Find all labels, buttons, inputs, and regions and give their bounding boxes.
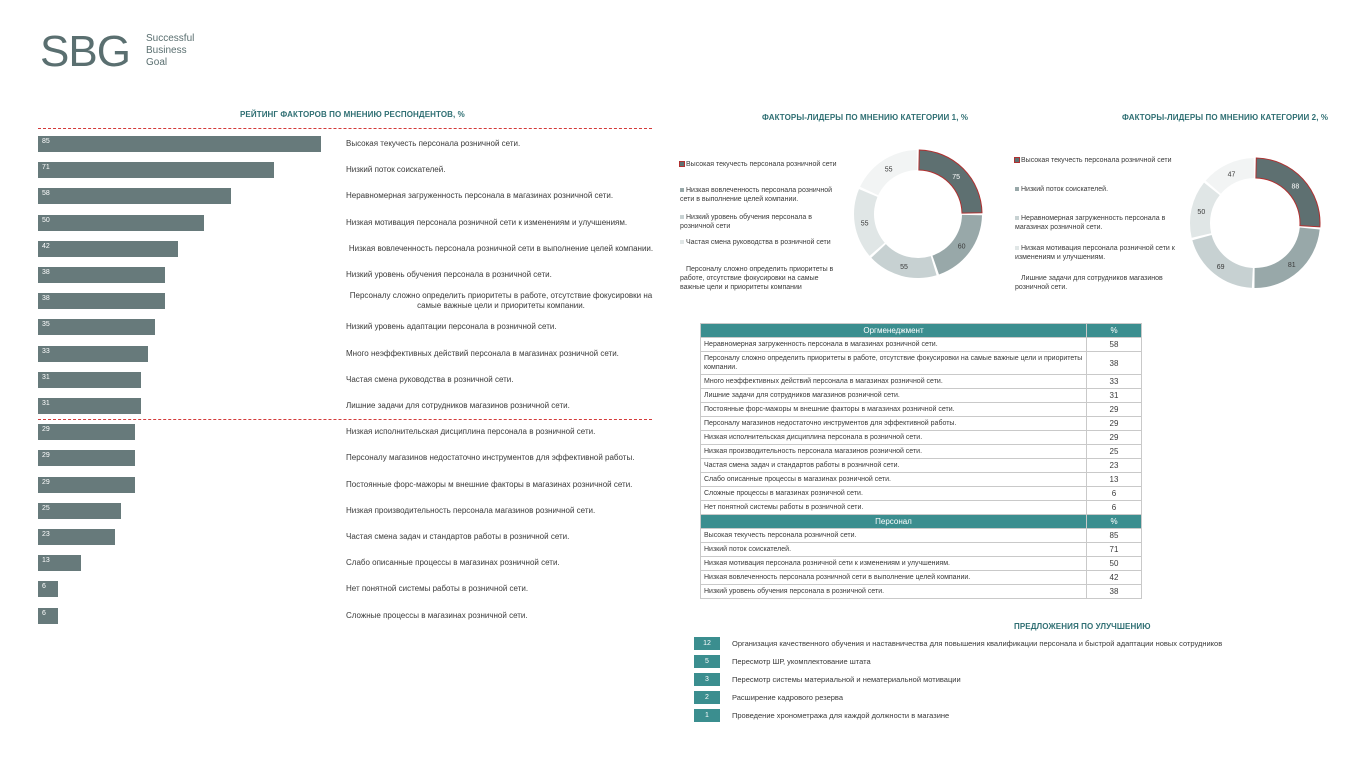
bar-category-label: Неравномерная загруженность персонала в магазинах розничной сети.: [346, 191, 614, 201]
bar: [38, 188, 231, 204]
bar-value-label: 42: [42, 242, 50, 250]
logo-tagline-line: Goal: [146, 57, 168, 68]
legend-item: [680, 213, 840, 231]
pct-cell: 6: [1087, 487, 1142, 501]
legend-item: [1015, 244, 1175, 262]
legend-item: [1015, 214, 1175, 232]
bar-row: [38, 134, 658, 154]
factor-cell: Низкий поток соискателей.: [701, 543, 1087, 557]
bar-value-label: 35: [42, 321, 50, 329]
table-row: [701, 417, 1142, 431]
donut-value-label: 60: [957, 243, 966, 251]
table-row: [701, 571, 1142, 585]
pct-cell: 38: [1087, 352, 1142, 375]
factor-rating-bar-chart: [38, 128, 658, 628]
bar-category-label: Низкий уровень обучения персонала в розничной сети.: [346, 270, 552, 279]
proposal-count: 5: [694, 655, 720, 668]
bar-value-label: 33: [42, 347, 50, 355]
factor-cell: Персоналу сложно определить приоритеты в работе, отсутствие фокусировки на самые важные цели и приоритеты компании.: [701, 352, 1087, 375]
bar-value-label: 58: [42, 190, 50, 198]
proposal-count: 3: [694, 673, 720, 686]
proposal-text: Проведение хронометража для каждой должности в магазине: [732, 711, 950, 720]
pct-cell: 29: [1087, 403, 1142, 417]
bar-category-label: Персоналу магазинов недостаточно инструментов для эффективной работы.: [346, 453, 635, 463]
table-row: [701, 529, 1142, 543]
pct-cell: 85: [1087, 529, 1142, 543]
donut-value-label: 69: [1216, 263, 1225, 271]
bar: [38, 581, 58, 597]
donut1-title: ФАКТОРЫ-ЛИДЕРЫ ПО МНЕНИЮ КАТЕГОРИИ 1, %: [762, 113, 969, 122]
donut-slice: [919, 150, 982, 213]
legend-label: Высокая текучесть персонала розничной сети: [1021, 157, 1172, 164]
legend-swatch: [1015, 276, 1019, 280]
proposal-text: Пересмотр ШР, укомплектование штата: [732, 657, 871, 666]
top-threshold-line: [38, 128, 652, 129]
table-row: [701, 375, 1142, 389]
factor-cell: Низкая производительность персонала магазинов розничной сети.: [701, 445, 1087, 459]
donut-value-label: 88: [1291, 183, 1300, 191]
donut-slice: [1256, 158, 1320, 227]
legend-item: [1015, 185, 1175, 194]
bar-value-label: 25: [42, 504, 50, 512]
table-row: [701, 338, 1142, 352]
legend-item: [1015, 156, 1175, 165]
bar-category-label: Персоналу сложно определить приоритеты в работе, отсутствие фокусировки на самые важные цели и приоритеты компании.: [349, 291, 653, 311]
bar-value-label: 31: [42, 373, 50, 381]
bar-row: [38, 527, 658, 547]
proposal-item: [694, 709, 1314, 723]
bar-row: [38, 186, 658, 206]
pct-cell: 33: [1087, 375, 1142, 389]
table-row: [701, 445, 1142, 459]
legend-swatch: [680, 188, 684, 192]
bar-category-label: Слабо описанные процессы в магазинах розничной сети.: [346, 558, 560, 568]
table-row: [701, 487, 1142, 501]
section-name: Персонал: [701, 515, 1087, 529]
bar: [38, 346, 148, 362]
proposal-text: Организация качественного обучения и наставничества для повышения квалификации персонала и быстрой адаптации новых сотрудников: [732, 639, 1223, 648]
bar-row: [38, 239, 658, 259]
factor-cell: Нет понятной системы работы в розничной сети.: [701, 501, 1087, 515]
factor-cell: Низкая исполнительская дисциплина персонала в розничной сети.: [701, 431, 1087, 445]
legend-swatch: [680, 240, 684, 244]
donut-slice: [871, 244, 936, 278]
bar-value-label: 85: [42, 138, 50, 145]
proposal-count: 1: [694, 709, 720, 722]
bar: [38, 398, 141, 414]
legend-label: Высокая текучесть персонала розничной сети: [686, 161, 837, 168]
donut-slice: [854, 189, 885, 256]
legend-item: [680, 186, 840, 204]
table-section-header: [701, 515, 1142, 529]
bar-category-label: Нет понятной системы работы в розничной сети.: [346, 584, 529, 594]
legend-label: Лишние задачи для сотрудников магазинов розничной сети.: [1015, 275, 1163, 291]
bar: [38, 293, 165, 309]
bar-row: [38, 475, 658, 495]
factor-cell: Низкий уровень обучения персонала в розничной сети.: [701, 585, 1087, 599]
legend-label: Низкий уровень обучения персонала в розничной сети: [680, 214, 812, 230]
bar-category-label: Низкая вовлеченность персонала розничной сети в выполнение целей компании.: [348, 243, 654, 253]
bar-category-label: Постоянные форс-мажоры м внешние факторы в магазинах розничной сети.: [346, 479, 633, 489]
table-row: [701, 557, 1142, 571]
pct-cell: 23: [1087, 459, 1142, 473]
bar-value-label: 38: [42, 295, 50, 303]
bar-value-label: 23: [42, 531, 50, 538]
bar-row: [38, 396, 658, 416]
donut-slice: [1254, 227, 1319, 288]
bar-category-label: Низкая производительность персонала магазинов розничной сети.: [346, 505, 596, 515]
pct-cell: 6: [1087, 501, 1142, 515]
proposal-text: Пересмотр системы материальной и нематериальной мотивации: [732, 675, 961, 684]
bar-row: [38, 317, 658, 337]
legend-label: Низкий поток соискателей.: [1021, 186, 1109, 193]
legend-item: [680, 160, 840, 169]
legend-swatch: [1015, 216, 1019, 220]
legend-swatch: [680, 267, 684, 271]
pct-cell: 42: [1087, 571, 1142, 585]
pct-cell: 38: [1087, 585, 1142, 599]
bar: [38, 372, 141, 388]
bar-row: [38, 160, 658, 180]
legend-swatch: [680, 215, 684, 219]
bar-row: [38, 344, 658, 364]
proposal-count: 12: [694, 637, 720, 650]
bar: [38, 267, 165, 283]
bar-category-label: Низкий поток соискателей.: [346, 165, 446, 175]
factors-table-grid: [700, 323, 1142, 599]
legend-label: Персоналу сложно определить приоритеты в работе, отсутствие фокусировки на самые важные цели и приоритеты компании: [680, 266, 834, 291]
bar: [38, 319, 155, 335]
legend-swatch: [680, 162, 684, 166]
bar: [38, 241, 178, 257]
table-row: [701, 459, 1142, 473]
pct-cell: 71: [1087, 543, 1142, 557]
pct-cell: 50: [1087, 557, 1142, 571]
donut-slice: [1192, 235, 1253, 288]
factor-cell: Много неэффективных действий персонала в магазинах розничной сети.: [701, 375, 1087, 389]
bar-category-label: Низкая исполнительская дисциплина персонала в розничной сети.: [346, 427, 596, 437]
donut2-title: ФАКТОРЫ-ЛИДЕРЫ ПО МНЕНИЮ КАТЕГОРИИ 2, %: [1122, 113, 1329, 122]
bar-row: [38, 291, 658, 311]
pct-cell: 58: [1087, 338, 1142, 352]
bar-value-label: 29: [42, 478, 50, 486]
bar: [38, 608, 58, 624]
factor-cell: Постоянные форс-мажоры м внешние факторы в магазинах розничной сети.: [701, 403, 1087, 417]
table-row: [701, 501, 1142, 515]
bar-row: [38, 553, 658, 573]
bar-value-label: 13: [42, 557, 50, 565]
table-row: [701, 585, 1142, 599]
section-pct-header: %: [1087, 324, 1142, 338]
bar: [38, 136, 321, 152]
factor-cell: Неравномерная загруженность персонала в магазинах розничной сети.: [701, 338, 1087, 352]
threshold-divider-line: [38, 419, 652, 420]
donut-value-label: 55: [884, 166, 893, 174]
donut-value-label: 81: [1287, 261, 1296, 269]
logo-tagline-line: Business: [146, 45, 187, 56]
donut1-legend: [680, 158, 845, 298]
bar-value-label: 50: [42, 216, 50, 224]
legend-label: Частая смена руководства в розничной сети: [686, 239, 831, 246]
bar: [38, 424, 135, 440]
bar-category-label: Сложные процессы в магазинах розничной сети.: [346, 610, 528, 620]
donut1-chart: [850, 146, 986, 282]
factor-cell: Низкая мотивация персонала розничной сети к изменениям и улучшениям.: [701, 557, 1087, 571]
logo-tagline-line: Successful: [146, 33, 195, 44]
pct-cell: 29: [1087, 417, 1142, 431]
proposals-title: ПРЕДЛОЖЕНИЯ ПО УЛУЧШЕНИЮ: [1014, 622, 1151, 631]
bar-row: [38, 422, 658, 442]
bar-category-label: Много неэффективных действий персонала в магазинах розничной сети.: [346, 348, 619, 358]
logo-tagline: [146, 33, 194, 69]
section-pct-header: %: [1087, 515, 1142, 529]
donut-value-label: 75: [952, 173, 961, 181]
bar-category-label: Частая смена задач и стандартов работы в розничной сети.: [346, 532, 570, 541]
proposal-count: 2: [694, 691, 720, 704]
legend-label: Низкая мотивация персонала розничной сети к изменениям и улучшениям.: [1015, 245, 1175, 261]
factor-cell: Персоналу магазинов недостаточно инструментов для эффективной работы.: [701, 417, 1087, 431]
factor-cell: Низкая вовлеченность персонала розничной сети в выполнение целей компании.: [701, 571, 1087, 585]
legend-item: [1015, 274, 1175, 292]
bar-row: [38, 579, 658, 599]
donut2-chart: [1186, 154, 1324, 292]
table-row: [701, 389, 1142, 403]
donut-value-label: 55: [900, 264, 908, 272]
factor-cell: Лишние задачи для сотрудников магазинов розничной сети.: [701, 389, 1087, 403]
bar-row: [38, 213, 658, 233]
proposal-item: [694, 673, 1314, 687]
proposal-item: [694, 655, 1314, 669]
proposal-text: Расширение кадрового резерва: [732, 693, 843, 702]
factors-table: [700, 323, 1142, 599]
logo-mark: SBG: [40, 27, 130, 76]
donut-value-label: 47: [1227, 171, 1236, 179]
legend-swatch: [1015, 187, 1019, 191]
legend-swatch: [1015, 246, 1019, 250]
table-row: [701, 403, 1142, 417]
legend-label: Неравномерная загруженность персонала в магазинах розничной сети.: [1015, 215, 1166, 231]
legend-label: Низкая вовлеченность персонала розничной сети в выполнение целей компании.: [680, 187, 833, 203]
bar: [38, 503, 121, 519]
bar-value-label: 29: [42, 426, 50, 434]
table-row: [701, 352, 1142, 375]
bar-row: [38, 448, 658, 468]
proposal-item: [694, 691, 1314, 705]
bar-row: [38, 370, 658, 390]
table-row: [701, 431, 1142, 445]
bar: [38, 477, 135, 493]
factor-cell: Частая смена задач и стандартов работы в розничной сети.: [701, 459, 1087, 473]
bar-chart-title: РЕЙТИНГ ФАКТОРОВ ПО МНЕНИЮ РЕСПОНДЕНТОВ, %: [240, 110, 465, 119]
bar-row: [38, 501, 658, 521]
donut2-legend: [1015, 154, 1180, 294]
legend-item: [680, 238, 840, 247]
legend-swatch: [1015, 158, 1019, 162]
bar: [38, 215, 204, 231]
legend-item: [680, 265, 840, 292]
pct-cell: 29: [1087, 431, 1142, 445]
bar-row: [38, 265, 658, 285]
bar-value-label: 6: [42, 609, 46, 617]
bar-value-label: 29: [42, 452, 50, 460]
pct-cell: 25: [1087, 445, 1142, 459]
bar: [38, 162, 274, 178]
bar-category-label: Частая смена руководства в розничной сети.: [346, 374, 514, 384]
bar-category-label: Лишние задачи для сотрудников магазинов розничной сети.: [346, 401, 570, 410]
factor-cell: Сложные процессы в магазинах розничной сети.: [701, 487, 1087, 501]
bar-value-label: 31: [42, 400, 50, 407]
table-row: [701, 473, 1142, 487]
donut-value-label: 55: [860, 220, 869, 228]
section-name: Оргменеджмент: [701, 324, 1087, 338]
bar-category-label: Низкий уровень адаптации персонала в розничной сети.: [346, 322, 557, 332]
bar-row: [38, 606, 658, 626]
table-section-header: [701, 324, 1142, 338]
factor-cell: Слабо описанные процессы в магазинах розничной сети.: [701, 473, 1087, 487]
bar-category-label: Высокая текучесть персонала розничной сети.: [346, 139, 521, 148]
pct-cell: 31: [1087, 389, 1142, 403]
bar: [38, 450, 135, 466]
donut-value-label: 50: [1197, 208, 1206, 216]
pct-cell: 13: [1087, 473, 1142, 487]
table-row: [701, 543, 1142, 557]
bar-value-label: 38: [42, 269, 50, 276]
bar-category-label: Низкая мотивация персонала розничной сети к изменениям и улучшениям.: [346, 217, 628, 227]
bar-value-label: 71: [42, 164, 50, 172]
bar-value-label: 6: [42, 583, 46, 591]
factor-cell: Высокая текучесть персонала розничной сети.: [701, 529, 1087, 543]
sbg-logo: [40, 27, 210, 76]
proposal-item: [694, 637, 1314, 651]
